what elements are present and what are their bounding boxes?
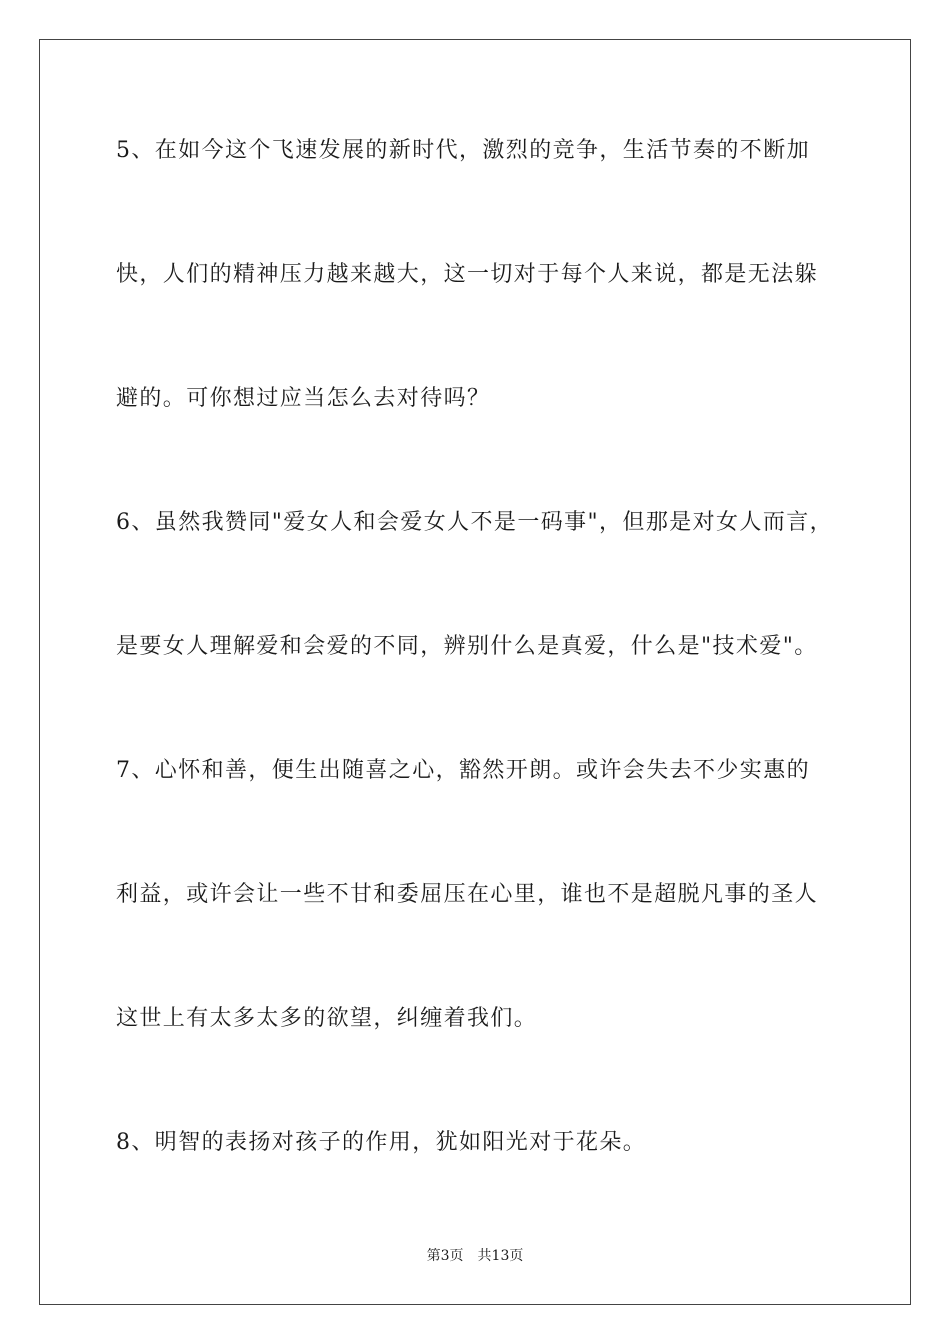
paragraph-line: 是要女人理解爱和会爱的不同，辨别什么是真爱，什么是"技术爱"。 (116, 634, 818, 659)
paragraph-line: 快，人们的精神压力越来越大，这一切对于每个人来说，都是无法躲 (116, 262, 819, 287)
page-total: 共13页 (477, 1248, 524, 1264)
paragraph-line: 避的。可你想过应当怎么去对待吗？ (116, 386, 491, 411)
page-number: 第3页 (426, 1248, 464, 1264)
page-footer (0, 1246, 950, 1266)
paragraph-line: 利益，或许会让一些不甘和委屈压在心里，谁也不是超脱凡事的圣人 (116, 882, 819, 907)
paragraph-line: 这世上有太多太多的欲望，纠缠着我们。 (116, 1006, 538, 1031)
paragraph-line: 7、心怀和善，便生出随喜之心，豁然开朗。或许会失去不少实惠的 (116, 758, 810, 783)
paragraph-line: 8、明智的表扬对孩子的作用，犹如阳光对于花朵。 (116, 1130, 647, 1155)
paragraph-line: 5、在如今这个飞速发展的新时代，激烈的竞争，生活节奏的不断加 (116, 138, 810, 163)
paragraph-line: 6、虽然我赞同"爱女人和会爱女人不是一码事"，但那是对女人而言， (116, 510, 834, 535)
page-border (39, 39, 911, 1305)
